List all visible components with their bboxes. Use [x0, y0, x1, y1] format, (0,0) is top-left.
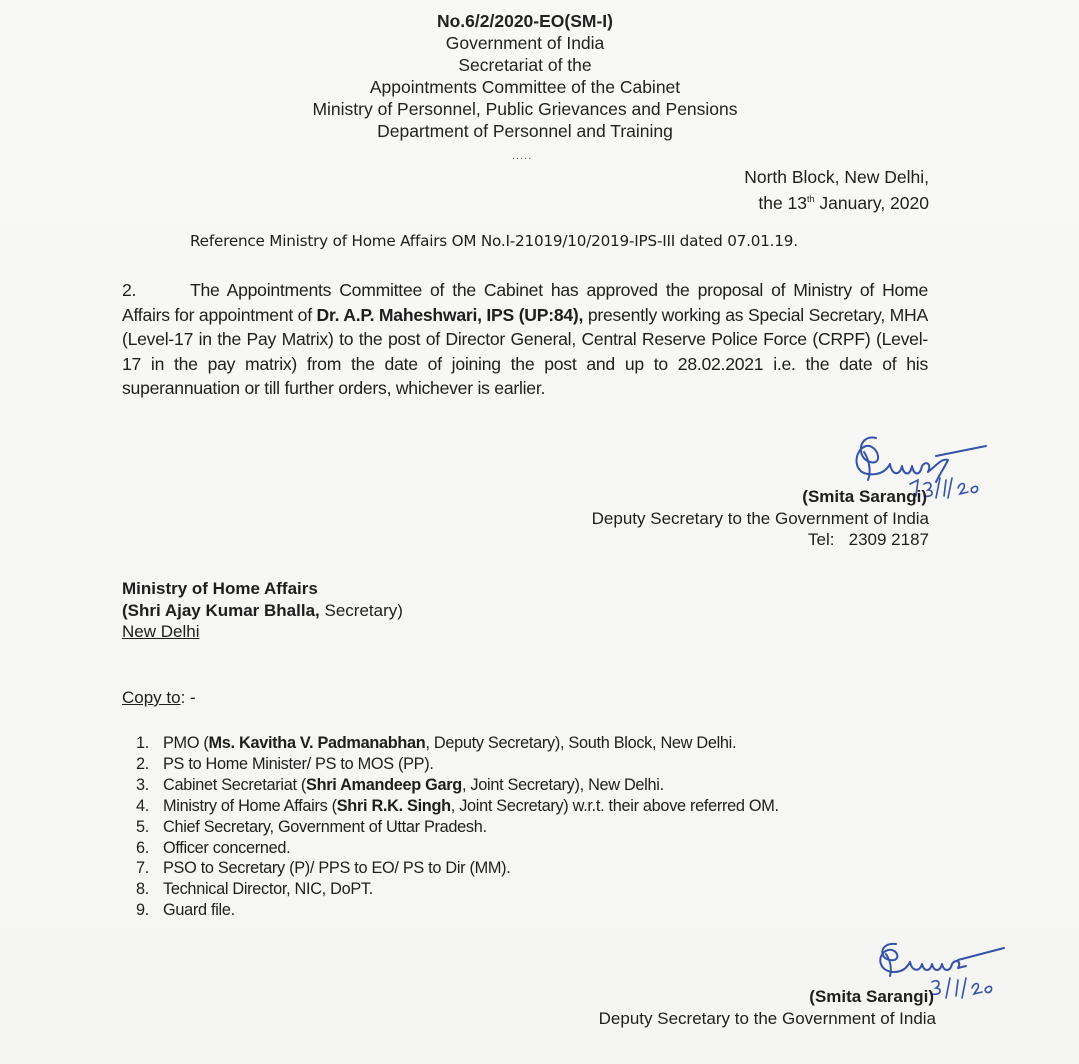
addressee-block: [122, 578, 403, 643]
copy-to-list: [136, 733, 779, 921]
header-line: Department of Personnel and Training: [377, 121, 673, 141]
signatory-designation: Deputy Secretary to the Government of India: [591, 508, 929, 528]
list-item: 2. PS to Home Minister/ PS to MOS (PP).: [136, 754, 434, 773]
list-item: 4. Ministry of Home Affairs (Shri R.K. Singh, Joint Secretary) w.r.t. their above referred OM.: [136, 796, 779, 815]
reference-line: Reference Ministry of Home Affairs OM No.I-21019/10/2019-IPS-III dated 07.01.19.: [190, 232, 798, 250]
copy-to-label: Copy to: -: [122, 688, 196, 707]
header-line: Appointments Committee of the Cabinet: [369, 77, 681, 97]
header-line: Ministry of Personnel, Public Grievances and Pensions: [312, 99, 738, 119]
signatory-block-2: [599, 986, 936, 1029]
list-item: 9. Guard file.: [136, 901, 235, 920]
body-paragraph: 2. The Appointments Committee of the Cabinet has approved the proposal of Ministry of Home Affairs for appointment of Dr. A.P. Maheshwari, IPS (UP:84), presently working as Special Secretary, MHA (Level-17 in the Pay Matrix) to the post of Director General, Central Reserve Police Force (CRPF) (Level-17 in the pay matrix) from the date of joining the post and up to 28.02.2021 i.e. the date of his superannuation or till further orders, whichever is earlier.: [122, 280, 928, 399]
addressee-ministry: Ministry of Home Affairs: [122, 579, 318, 598]
appointee-name: Dr. A.P. Maheshwari, IPS (UP:84),: [316, 304, 584, 325]
list-item: 8. Technical Director, NIC, DoPT.: [136, 880, 373, 899]
signatory-name: (Smita Sarangi): [802, 487, 927, 506]
list-item: 6. Officer concerned.: [136, 838, 291, 857]
letterhead: [0, 10, 1050, 142]
file-number: No.6/2/2020-EO(SM-I): [436, 11, 614, 31]
addressee-city: New Delhi: [122, 622, 200, 641]
list-item: 1. PMO (Ms. Kavitha V. Padmanabhan, Deputy Secretary), South Block, New Delhi.: [136, 734, 737, 752]
place-date: [744, 166, 929, 214]
date: the 13th January, 2020: [758, 193, 929, 213]
signatory-block-1: [592, 486, 929, 551]
place: North Block, New Delhi,: [744, 167, 929, 187]
header-line: Secretariat of the: [458, 55, 592, 75]
list-item: 5. Chief Secretary, Government of Uttar Pradesh.: [136, 817, 487, 836]
paragraph-number: 2.: [122, 280, 137, 300]
signatory-name: (Smita Sarangi): [809, 987, 934, 1006]
signatory-tel: Tel: 2309 2187: [808, 530, 929, 549]
signatory-designation: Deputy Secretary to the Government of India: [598, 1008, 936, 1028]
addressee-person: (Shri Ajay Kumar Bhalla, Secretary): [122, 600, 403, 620]
separator-dots: .....: [512, 150, 533, 162]
list-item: 3. Cabinet Secretariat (Shri Amandeep Garg, Joint Secretary), New Delhi.: [136, 775, 664, 794]
header-line: Government of India: [445, 33, 605, 53]
list-item: 7. PSO to Secretary (P)/ PPS to EO/ PS to Dir (MM).: [136, 859, 511, 878]
